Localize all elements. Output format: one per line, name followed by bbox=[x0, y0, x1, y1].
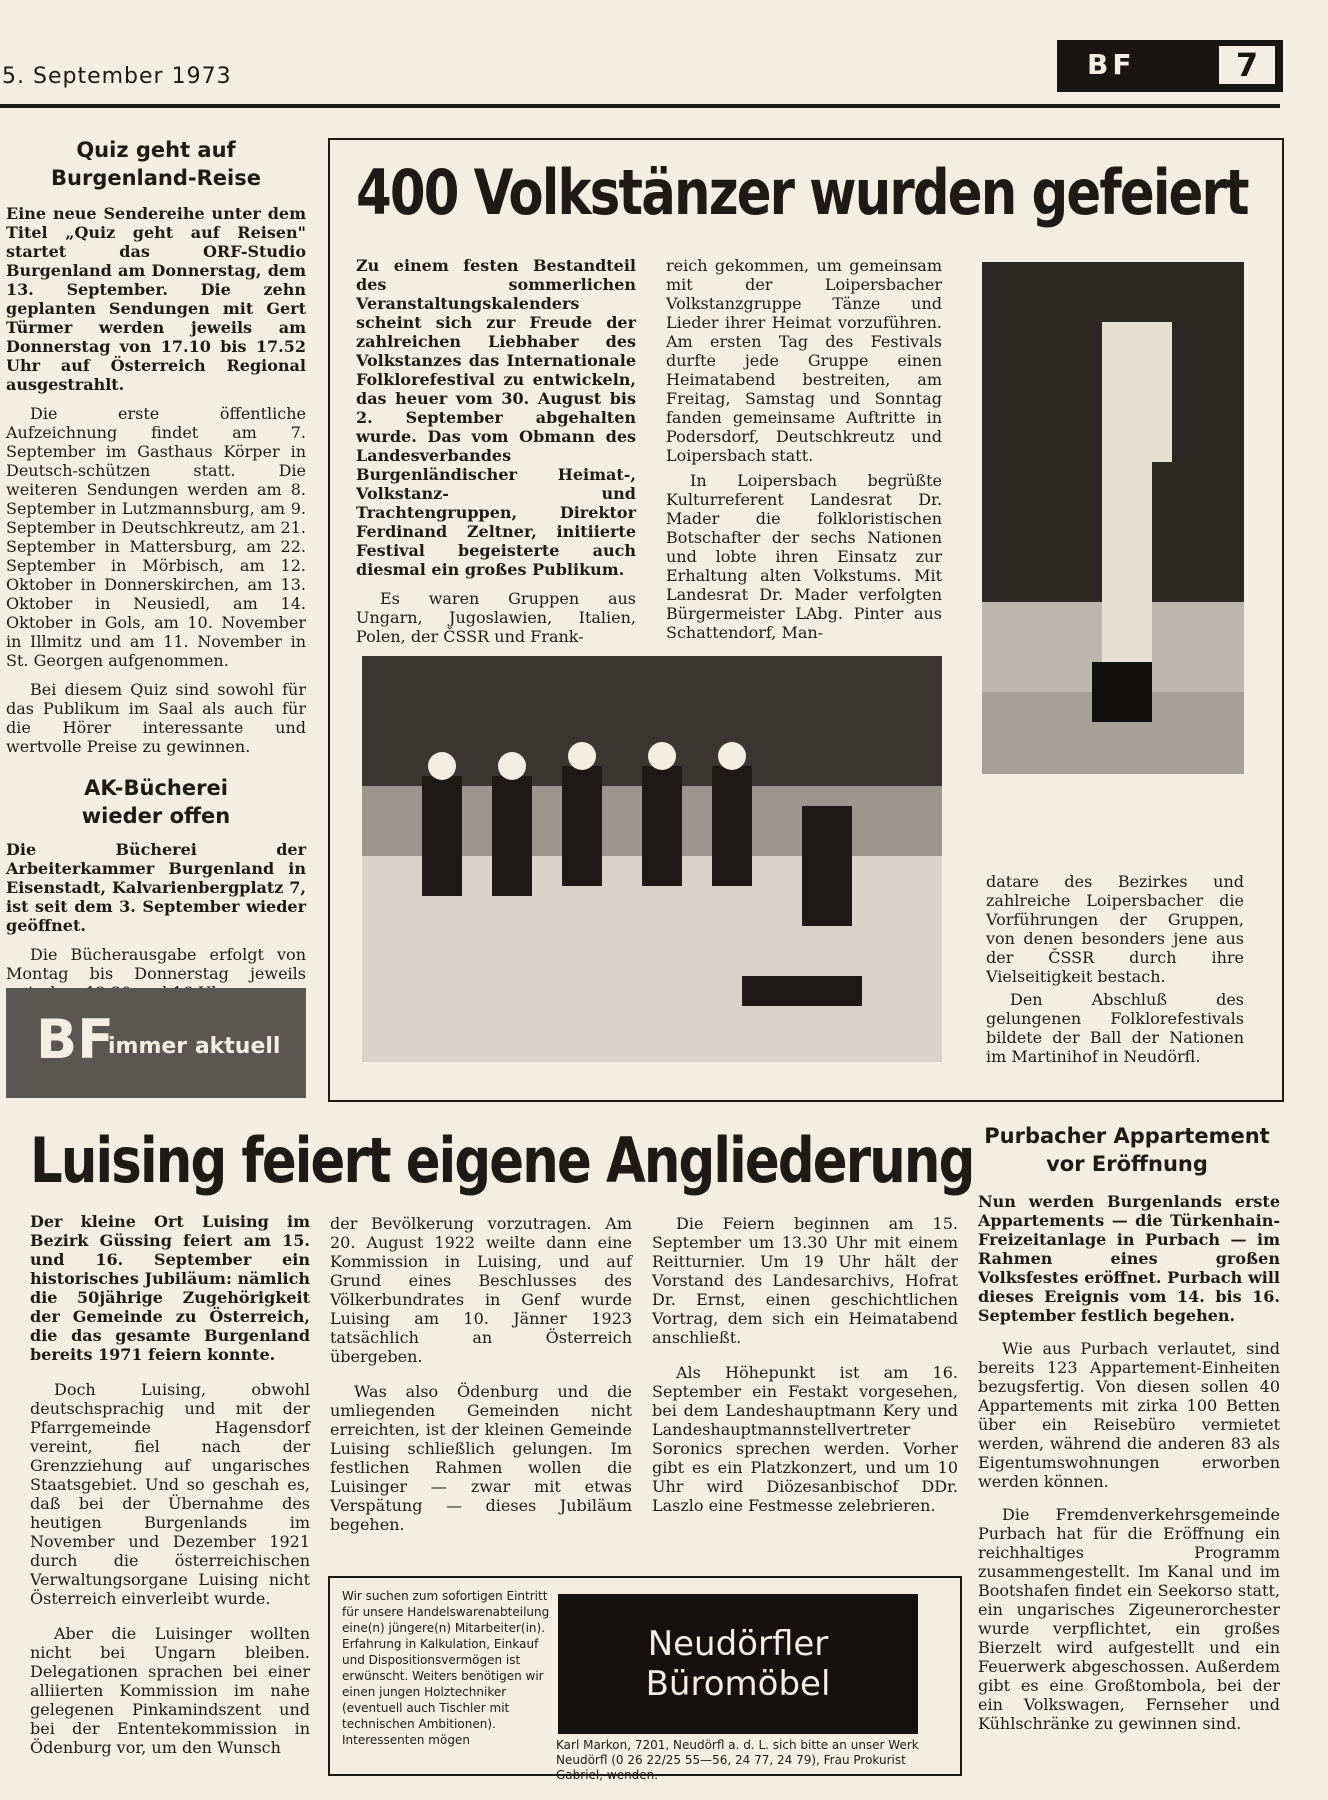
luising-c1-p3: Aber die Luisinger wollten nicht bei Ungarn bleiben. Delegationen sprachen bei einer alliierten Kommission im nahe gelegenen Pinkamindszent und bei der Ententekommission in Ödenburg vor, um den Wunsch bbox=[30, 1624, 310, 1757]
quiz-lead: Eine neue Sendereihe unter dem Titel „Quiz geht auf Reisen" startet das ORF-Studio Burgenland am Donnerstag, dem 13. September. Die zehn geplanten Sendungen mit Gert Türmer werden jeweils am Donnerstag von 17.10 bis 17.52 Uhr auf Österreich Regional ausgestrahlt. bbox=[6, 204, 306, 394]
purbach-title-line2: vor Eröffnung bbox=[1046, 1152, 1208, 1176]
ad-brand-line2: Büromöbel bbox=[645, 1664, 831, 1704]
purbach-article bbox=[978, 1192, 1280, 1733]
ad-brand-block bbox=[558, 1594, 918, 1734]
luising-col-1 bbox=[30, 1212, 310, 1757]
luising-c1-p2: Doch Luising, obwohl deutschsprachig und mit der Pfarrgemeinde Hagensdorf vereint, fiel nach der Grenzziehung auf ungarisches Staatsgebiet. Und so geschah es, daß bei der Übernahme des heutigen Burgenlands im November und Dezember 1921 durch die österreichischen Verwaltungsorgane Luising nicht Österreich einverleibt wurde. bbox=[30, 1380, 310, 1608]
dancers-photo bbox=[362, 656, 942, 1062]
volk-col-3 bbox=[986, 872, 1244, 1066]
volk-col-2 bbox=[666, 256, 942, 642]
ad-brand-line1: Neudörfler bbox=[647, 1624, 829, 1664]
dancers-photo-graphic bbox=[362, 656, 942, 1062]
brand-logo: BF bbox=[1087, 48, 1136, 81]
quiz-title-line1: Quiz geht auf bbox=[76, 138, 236, 162]
purbach-title-line1: Purbacher Appartement bbox=[984, 1124, 1270, 1148]
ad-job-text: Wir suchen zum sofortigen Eintritt für unsere Handelswarenabteilung eine(n) jüngere(n) Mitarbeiter(in). Erfahrung in Kalkulation, Einkauf und Dispositionsvermögen ist erwünscht. Weiters benötigen wir einen jungen Holztechniker (eventuell auch Tischler mit technischen Ambitionen). Interessenten mögen bbox=[342, 1589, 550, 1747]
luising-headline: Luising feiert eigene Angliederung bbox=[30, 1124, 974, 1197]
brand-page-box bbox=[1057, 40, 1283, 92]
volk-headline: 400 Volkstänzer wurden gefeiert bbox=[356, 156, 1248, 229]
ad-contact-footer: Karl Markon, 7201, Neudörfl a. d. L. sich bitte an unser Werk Neudörfl (0 26 22/25 55—56, 24 77, 24 79), Frau Prokurist Gabriel, wenden. bbox=[556, 1738, 919, 1782]
volk-col2-p1: reich gekommen, um gemeinsam mit der Loipersbacher Volkstanzgruppe Tänze und Lieder ihrer Heimat vorzuführen. Am ersten Tag des Festivals durfte jede Gruppe einen Heimatabend bestreiten, am Freitag, Samstag und Sonntag fanden gemeinsame Auftritte in Podersdorf, Deutschkreutz und Loipersbach statt. bbox=[666, 256, 942, 465]
job-advertisement bbox=[328, 1576, 962, 1782]
luising-col-2 bbox=[330, 1214, 632, 1534]
purbach-lead: Nun werden Burgenlands erste Appartements — die Türkenhain-Freizeitanlage in Purbach — im Rahmen eines großen Volksfestes eröffnet. Purbach will dieses Ereignis vom 14. bis 16. September festlich begehen. bbox=[978, 1192, 1280, 1325]
badge-logo: BF bbox=[36, 1008, 115, 1071]
header-rule bbox=[0, 104, 1280, 108]
dancer-portrait-photo bbox=[982, 262, 1244, 774]
page-number: 7 bbox=[1219, 46, 1275, 84]
purbach-p2: Wie aus Purbach verlautet, sind bereits 123 Appartement-Einheiten bezugsfertig. Von diesen sollen 40 Appartements mit zirka 100 Betten über ein Reisebüro vermietet werden, während die anderen 83 als Eigentumswohnungen erworben werden können. bbox=[978, 1339, 1280, 1491]
purbach-headline bbox=[974, 1122, 1280, 1178]
volk-body-1: Es waren Gruppen aus Ungarn, Jugoslawien, Italien, Polen, der ČSSR und Frank- bbox=[356, 589, 636, 646]
volk-col-1 bbox=[356, 256, 636, 646]
ak-title-line2: wieder offen bbox=[81, 804, 231, 828]
ak-body: Die Bücherausgabe erfolgt von Montag bis Donnerstag jeweils bbox=[6, 945, 306, 983]
luising-c3-p2: Als Höhepunkt ist am 16. September ein Festakt vorgesehen, bei dem Landeshauptmann Kery und Landeshauptmannstellvertreter Soronics sprechen werden. Vorher gibt es ein Platzkonzert, und um 10 Uhr wird Diözesanbischof DDr. Laszlo eine Festmesse zelebrieren. bbox=[652, 1363, 958, 1515]
badge-text: immer aktuell bbox=[108, 1034, 281, 1059]
ak-lead: Die Bücherei der Arbeiterkammer Burgenland in Eisenstadt, Kalvarienbergplatz 7, ist seit dem 3. September wieder geöffnet. bbox=[6, 840, 306, 935]
luising-col-3 bbox=[652, 1214, 958, 1515]
quiz-article bbox=[6, 204, 306, 766]
volk-col3-p1: datare des Bezirkes und zahlreiche Loipersbacher die Vorführungen der Gruppen, von denen besonders jene aus der ČSSR durch ihre Vielseitigkeit bestach. bbox=[986, 872, 1244, 986]
issue-date: 5. September 1973 bbox=[2, 64, 232, 89]
luising-c3-p1: Die Feiern beginnen am 15. September um 13.30 Uhr mit einem Reitturnier. Um 19 Uhr hält der Vorstand des Landesarchivs, Hofrat Dr. Ernst, einen geschichtlichen Vortrag, dem sich ein Heimatabend anschließt. bbox=[652, 1214, 958, 1347]
volk-lead: Zu einem festen Bestandteil des sommerlichen Veranstaltungskalenders scheint sich zur Freude der zahlreichen Liebhaber des Volkstanzes das Internationale Folklorefestival zu entwickeln, das heuer vom 30. August bis 2. September abgehalten wurde. Das vom Obmann des Landesverbandes Burgenländischer Heimat-, Volkstanz- und Trachtengruppen, Direktor Ferdinand Zeltner, initiierte Festival begeisterte auch diesmal ein großes Publikum. bbox=[356, 256, 636, 579]
bf-promo-badge bbox=[6, 988, 306, 1098]
quiz-body-2: Bei diesem Quiz sind sowohl für das Publikum im Saal als auch für die Hörer interessante und wertvolle Preise zu gewinnen. bbox=[6, 680, 306, 756]
ak-article bbox=[6, 840, 306, 1012]
dancer-portrait-graphic bbox=[982, 262, 1244, 774]
luising-c2-p2: Was also Ödenburg und die umliegenden Gemeinden nicht erreichten, ist der kleinen Gemeinde Luising schließlich gelungen. Im festlichen Rahmen wollen die Luisinger — zwar mit etwas Verspätung — dieses Jubiläum begehen. bbox=[330, 1382, 632, 1534]
luising-c2-p1: der Bevölkerung vorzutragen. Am 20. August 1922 weilte dann eine Kommission in Luising, und auf Grund eines Beschlusses des Völkerbundrates in Genf wurde Luising am 10. Jänner 1923 tatsächlich an Österreich übergeben. bbox=[330, 1214, 632, 1366]
volk-col2-p2: In Loipersbach begrüßte Kulturreferent Landesrat Dr. Mader die folkloristischen Botschafter der sechs Nationen und lobte ihren Einsatz zur Erhaltung alten Volkstums. Mit Landesrat Dr. Mader verfolgten Bürgermeister LAbg. Pinter aus Schattendorf, Man- bbox=[666, 471, 942, 642]
volk-col3-p2: Den Abschluß des gelungenen Folklorefestivals bildete der Ball der Nationen im Martinihof in Neudörfl. bbox=[986, 990, 1244, 1066]
luising-lead: Der kleine Ort Luising im Bezirk Güssing feiert am 15. und 16. September ein historisches Jubiläum: nämlich die 50jährige Zugehörigkeit der Gemeinde zu Österreich, die das gesamte Burgenland bereits 1971 feiern konnte. bbox=[30, 1212, 310, 1364]
quiz-title-line2: Burgenland-Reise bbox=[51, 166, 261, 190]
purbach-p3: Die Fremdenverkehrsgemeinde Purbach hat für die Eröffnung ein reichhaltiges Programm zusammengestellt. Im Kanal und im Bootshafen findet ein Seekorso statt, ein ungarisches Zigeunerorchester wurde verpflichtet, ein großes Bierzelt wird aufgestellt und ein Feuerwerk abgeschossen. Außerdem gibt es eine Großtombola, bei der ein Volkswagen, Fernseher und Kühlschränke zu gewinnen sind. bbox=[978, 1505, 1280, 1733]
ak-title-line1: AK-Bücherei bbox=[84, 776, 228, 800]
quiz-headline bbox=[6, 136, 306, 192]
ak-headline bbox=[6, 774, 306, 830]
quiz-body-1: Die erste öffentliche Aufzeichnung findet am 7. September im Gasthaus Körper in Deutsch-schützen statt. Die weiteren Sendungen werden am 8. September in Lutzmannsburg, am 9. September in Deutschkreutz, am 21. September in Mattersburg, am 22. September in Mörbisch, am 12. Oktober in Donnerskirchen, am 13. Oktober in Neusiedl, am 14. Oktober in Gols, am 10. November in Illmitz und am 11. November in St. Georgen aufgenommen. bbox=[6, 404, 306, 670]
